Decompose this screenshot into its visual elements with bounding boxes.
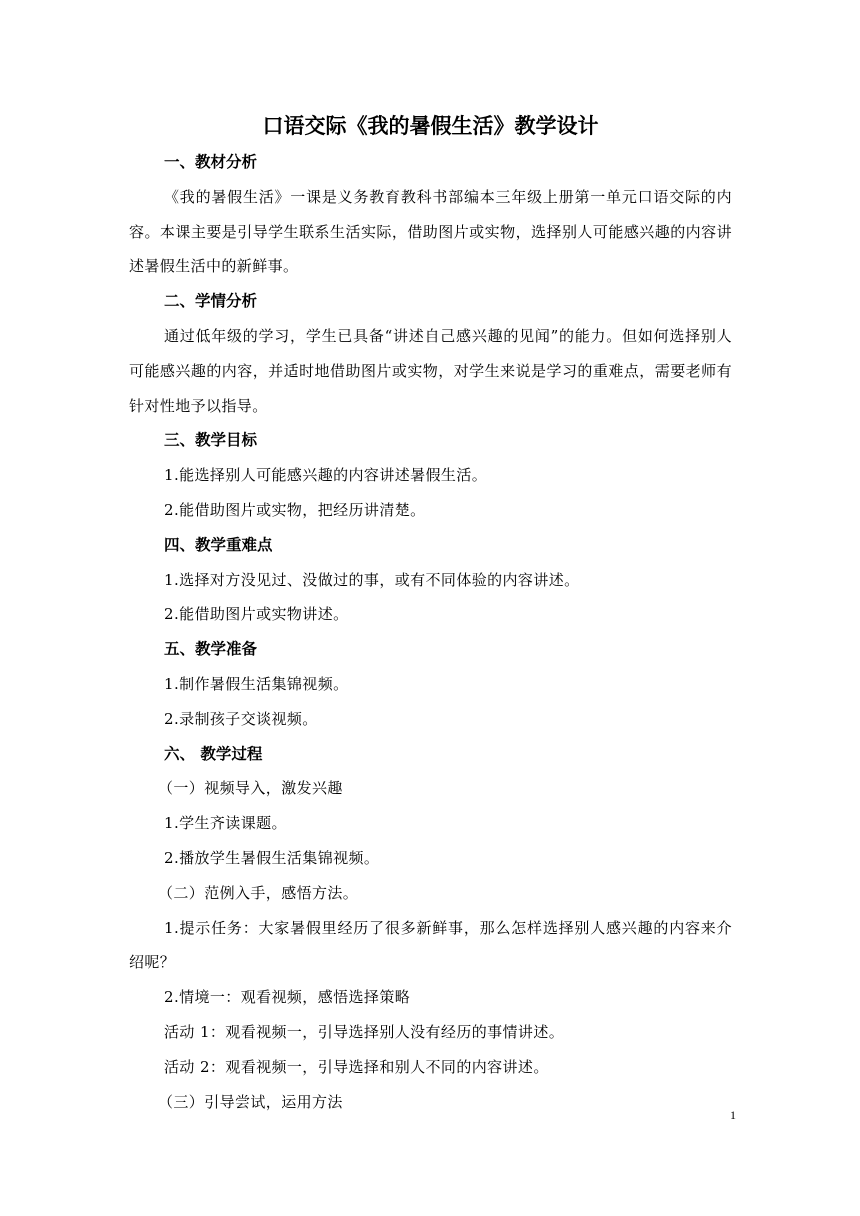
list-item: 活动 2：观看视频一，引导选择和别人不同的内容讲述。 <box>164 1057 549 1076</box>
list-item: 1.选择对方没见过、没做过的事，或有不同体验的内容讲述。 <box>164 570 580 589</box>
section-heading-process: 六、 教学过程 <box>164 744 263 763</box>
section-heading-students: 二、学情分析 <box>164 292 258 311</box>
list-item: 1.制作暑假生活集锦视频。 <box>164 674 349 693</box>
paragraph: 通过低年级的学习，学生已具备“讲述自己感兴趣的见闻”的能力。但如何选择别人可能感兴趣的内容，并适时地借助图片或实物，对学生来说是学习的重难点，需要老师有针对性地予以指导。 <box>129 326 732 415</box>
subsection-heading: （一）视频导入，激发兴趣 <box>158 779 343 798</box>
list-item: 1.学生齐读课题。 <box>164 814 287 833</box>
section-heading-key-points: 四、教学重难点 <box>164 535 273 554</box>
list-item: 2.播放学生暑假生活集锦视频。 <box>164 848 380 867</box>
section-heading-preparation: 五、教学准备 <box>164 640 258 659</box>
section-heading-goals: 三、教学目标 <box>164 431 258 450</box>
paragraph: 《我的暑假生活》一课是义务教育教科书部编本三年级上册第一单元口语交际的内容。本课主要是引导学生联系生活实际，借助图片或实物，选择别人可能感兴趣的内容讲述暑假生活中的新鲜事。 <box>129 187 732 276</box>
subsection-heading: （三）引导尝试，运用方法 <box>158 1092 343 1111</box>
list-item: 2.能借助图片或实物，把经历讲清楚。 <box>164 500 426 519</box>
list-item: 2.能借助图片或实物讲述。 <box>164 605 349 624</box>
list-item: 2.情境一：观看视频，感悟选择策略 <box>164 988 411 1007</box>
document-body <box>129 110 732 1119</box>
page-number: 1 <box>730 1108 736 1122</box>
section-heading-analysis: 一、教材分析 <box>164 153 258 171</box>
list-item: 1.能选择别人可能感兴趣的内容讲述暑假生活。 <box>164 466 488 485</box>
list-item: 2.录制孩子交谈视频。 <box>164 709 318 728</box>
document-title: 口语交际《我的暑假生活》教学设计 <box>262 114 599 138</box>
subsection-heading: （二）范例入手，感悟方法。 <box>158 883 359 902</box>
list-item: 1.提示任务：大家暑假里经历了很多新鲜事，那么怎样选择别人感兴趣的内容来介绍呢？ <box>129 918 732 972</box>
list-item: 活动 1：观看视频一，引导选择别人没有经历的事情讲述。 <box>164 1022 565 1041</box>
